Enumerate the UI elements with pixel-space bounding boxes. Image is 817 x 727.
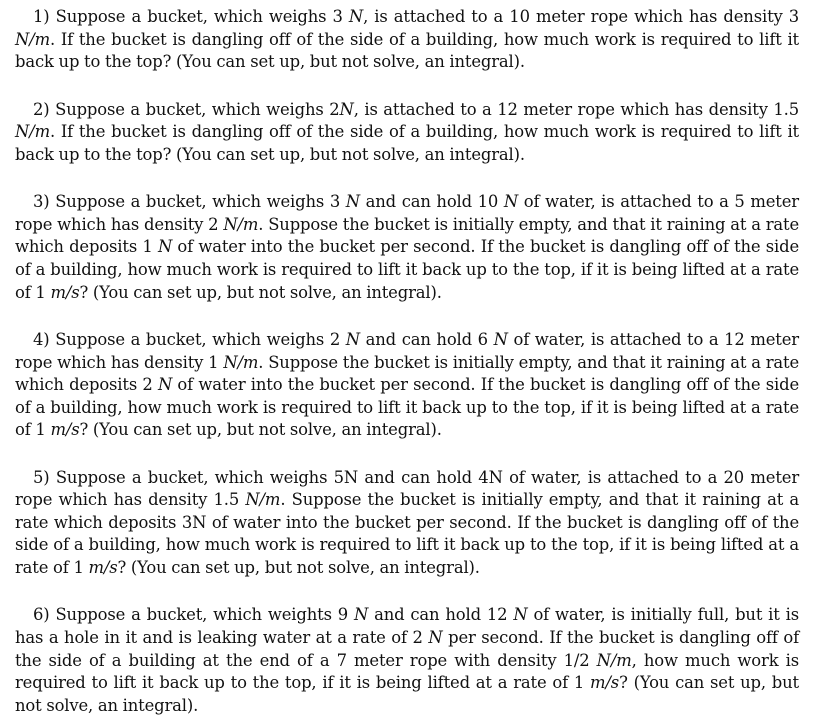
text-segment: ? (You can set up, but not solve, an integral). [117, 558, 480, 578]
text-segment: Suppose a bucket, which weighs 3 [55, 192, 346, 212]
problem-number: 2) [33, 99, 50, 119]
math-symbol: N/m [223, 352, 259, 372]
text-segment: per second. If the bucket is dangling off of the side of a building at the end of a 7 meter rope with density 1/2 [15, 628, 799, 670]
text-segment: Suppose a bucket, which weighs 3 [55, 7, 349, 26]
problem-number: 3) [33, 192, 50, 212]
text-segment: and can hold 12 [368, 605, 514, 625]
problem-4 [15, 329, 799, 442]
problem-text [15, 100, 799, 164]
math-symbol: N/m [596, 650, 632, 670]
text-segment: and can hold 10 [359, 192, 504, 212]
text-segment: of water, is attached to a 12 meter rope which has density 1 [15, 329, 799, 372]
text-segment: Suppose a bucket, which weights 9 [55, 605, 354, 625]
text-segment: Suppose a bucket, which weighs 2 [55, 329, 346, 349]
text-segment: ? (You can set up, but not solve, an integral). [79, 282, 442, 302]
problem-number: 5) [33, 467, 50, 487]
math-symbol: N/m [223, 214, 259, 234]
problem-number: 4) [33, 329, 50, 349]
math-symbol: N [348, 7, 364, 26]
text-segment: ? (You can set up, but not solve, an integral). [15, 673, 799, 715]
math-symbol: N [503, 192, 519, 212]
problem-sheet [15, 6, 799, 717]
text-segment: . Suppose the bucket is initially empty, and that it raining at a rate which deposits 1 [15, 214, 799, 257]
text-segment: , is attached to a 12 meter rope which has density 1.5 [353, 99, 799, 119]
text-segment: ? (You can set up, but not solve, an integral). [79, 420, 442, 440]
math-symbol: m/s [50, 420, 80, 440]
text-segment: Suppose a bucket, which weighs 2 [55, 99, 340, 119]
math-symbol: N/m [15, 122, 50, 142]
text-segment: . Suppose the bucket is initially empty, and that it raining at a rate which deposits 3N of water into the bucket per second. If the bucket is dangling off of the side of a building, how much work is required to lift it back up to the top, if it is being lifted at a rate of 1 [15, 490, 799, 578]
problem-1 [15, 6, 799, 74]
math-symbol: N [157, 237, 173, 257]
problem-text [15, 605, 799, 714]
problem-3 [15, 191, 799, 304]
math-symbol: m/s [590, 673, 620, 693]
text-segment: . If the bucket is dangling off of the side of a building, how much work is required to lift it back up to the top? (You can set up, but not solve, an integral). [15, 29, 799, 72]
text-segment: Suppose a bucket, which weighs 5N and can hold 4N of water, is attached to a 20 meter rope which has density 1.5 [15, 467, 800, 510]
math-symbol: N [345, 329, 360, 349]
problem-5 [15, 467, 799, 580]
problem-2 [15, 99, 799, 167]
text-segment: , is attached to a 10 meter rope which has density 3 [363, 7, 800, 26]
problem-text [15, 468, 799, 577]
math-symbol: N/m [15, 29, 50, 49]
problem-number: 1) [33, 7, 50, 26]
text-segment: of water, is initially full, but it is has a hole in it and is leaking water at a rate of 2 [15, 605, 799, 648]
math-symbol: N [493, 329, 508, 349]
problem-text [15, 7, 799, 71]
text-segment: and can hold 6 [359, 329, 494, 349]
text-segment: . If the bucket is dangling off of the side of a building, how much work is required to lift it back up to the top? (You can set up, but not solve, an integral). [15, 122, 799, 164]
problem-text [15, 330, 799, 439]
math-symbol: N [428, 628, 443, 648]
math-symbol: N [339, 99, 354, 119]
math-symbol: m/s [88, 558, 118, 578]
text-segment: . Suppose the bucket is initially empty, and that it raining at a rate which deposits 2 [15, 352, 799, 395]
text-segment: , how much work is required to lift it back up to the top, if it is being lifted at a rate of 1 [15, 650, 799, 693]
text-segment: of water into the bucket per second. If the bucket is dangling off of the side of a building, how much work is required to lift it back up to the top, if it is being lifted at a rate of 1 [15, 237, 799, 302]
text-segment: of water, is attached to a 5 meter rope which has density 2 [15, 192, 799, 234]
problem-text [15, 192, 799, 301]
problem-number: 6) [33, 605, 50, 625]
problem-6 [15, 604, 799, 717]
math-symbol: N/m [245, 490, 281, 510]
math-symbol: N [345, 192, 360, 212]
text-segment: of water into the bucket per second. If the bucket is dangling off of the side of a building, how much work is required to lift it back up to the top, if it is being lifted at a rate of 1 [15, 375, 799, 440]
math-symbol: m/s [50, 282, 80, 302]
math-symbol: N [513, 605, 528, 625]
math-symbol: N [353, 605, 369, 625]
math-symbol: N [157, 375, 173, 395]
